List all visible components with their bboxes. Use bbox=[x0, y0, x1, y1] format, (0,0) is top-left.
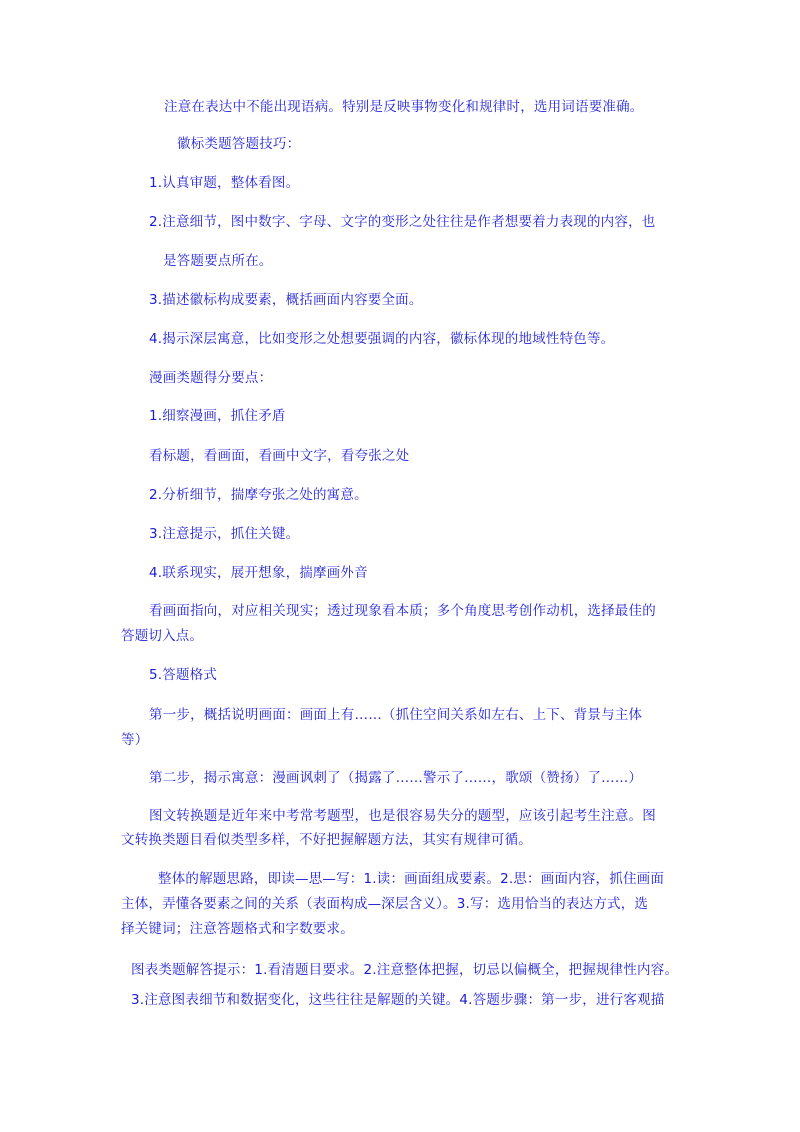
text-line: 3.描述徽标构成要素，概括画面内容要全面。 bbox=[149, 292, 423, 308]
text-line: 注意在表达中不能出现语病。特别是反映事物变化和规律时，选用词语要准确。 bbox=[164, 99, 644, 115]
text-line: 4.揭示深层寓意，比如变形之处想要强调的内容，徽标体现的地域性特色等。 bbox=[149, 331, 615, 347]
text-line: 3.注意图表细节和数据变化，这些往往是解题的关键。4.答题步骤：第一步，进行客观描 bbox=[131, 992, 665, 1008]
text-line: 看画面指向，对应相关现实；透过现象看本质；多个角度思考创作动机，选择最佳的 bbox=[149, 603, 656, 619]
text-line: 图文转换题是近年来中考常考题型，也是很容易失分的题型，应该引起考生注意。图 bbox=[149, 808, 656, 824]
text-line: 1.细察漫画，抓住矛盾 bbox=[149, 408, 286, 424]
text-line: 主体，弄懂各要素之间的关系（表面构成—深层含义）。3.写：选用恰当的表达方式，选 bbox=[121, 896, 649, 912]
section-heading: 漫画类题得分要点： bbox=[149, 370, 273, 386]
text-line: 图表类题解答提示：1.看清题目要求。2.注意整体把握，切忌以偏概全，把握规律性内容。 bbox=[131, 962, 679, 978]
text-line: 第一步，概括说明画面：画面上有……（抓住空间关系如左右、上下、背景与主体 bbox=[149, 707, 643, 723]
text-line: 等） bbox=[121, 732, 149, 748]
text-line: 整体的解题思路，即读—思—写：1.读：画面组成要素。2.思：画面内容，抓住画面 bbox=[158, 871, 665, 887]
section-heading: 徽标类题答题技巧： bbox=[177, 136, 301, 152]
text-line: 第二步，揭示寓意：漫画讽刺了（揭露了……警示了……，歌颂（赞扬）了……） bbox=[149, 770, 643, 786]
text-line: 5.答题格式 bbox=[149, 667, 218, 683]
text-line: 3.注意提示，抓住关键。 bbox=[149, 526, 300, 542]
text-line: 看标题，看画面，看画中文字，看夸张之处 bbox=[149, 448, 410, 464]
text-line: 4.联系现实，展开想象，揣摩画外音 bbox=[149, 565, 368, 581]
text-line: 答题切入点。 bbox=[121, 628, 204, 644]
text-line: 1.认真审题，整体看图。 bbox=[149, 175, 300, 191]
text-line: 2.分析细节，揣摩夸张之处的寓意。 bbox=[149, 487, 368, 503]
text-line: 择关键词；注意答题格式和字数要求。 bbox=[121, 921, 354, 937]
text-line: 2.注意细节，图中数字、字母、文字的变形之处往往是作者想要着力表现的内容，也 bbox=[149, 214, 656, 230]
text-line: 是答题要点所在。 bbox=[163, 253, 273, 269]
text-line: 文转换类题目看似类型多样，不好把握解题方法，其实有规律可循。 bbox=[121, 832, 532, 848]
